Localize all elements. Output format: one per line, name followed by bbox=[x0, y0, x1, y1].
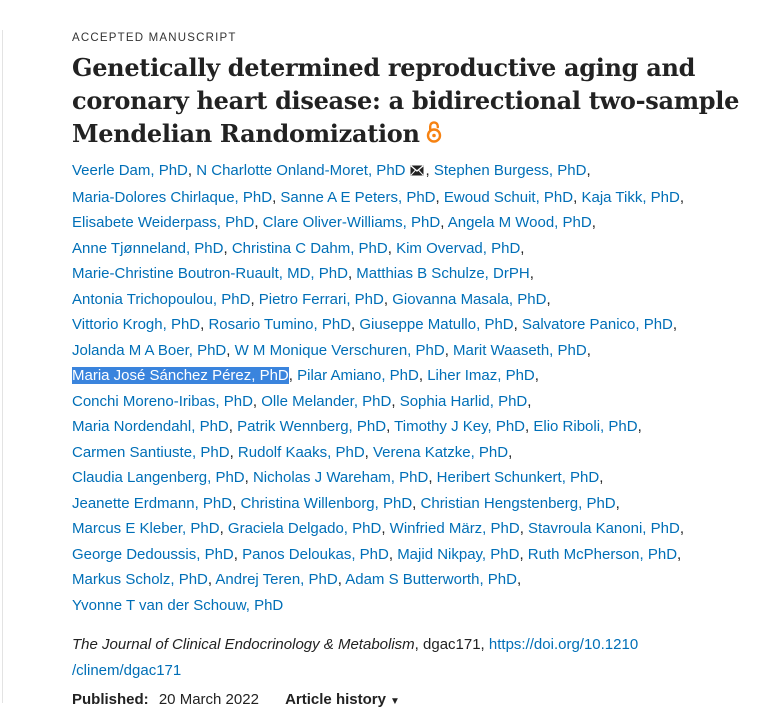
author-line bbox=[72, 389, 762, 415]
author-separator: , bbox=[347, 265, 357, 282]
author-separator: , bbox=[516, 571, 522, 588]
author-line bbox=[72, 440, 762, 466]
author-separator: , bbox=[679, 520, 684, 537]
author-separator: , bbox=[534, 367, 539, 384]
article-history-label[interactable]: Article history bbox=[285, 691, 386, 708]
author-line bbox=[72, 261, 762, 287]
article-title-line-2: coronary heart disease: a bidirectional two-sample bbox=[72, 86, 740, 115]
author-separator: , bbox=[351, 316, 360, 333]
author-line bbox=[72, 287, 762, 313]
author-separator: , bbox=[591, 214, 596, 231]
author-line bbox=[72, 338, 762, 364]
journal-name: The Journal of Clinical Endocrinology & Metabolism bbox=[72, 636, 415, 653]
author-separator: , bbox=[223, 239, 232, 257]
author-link[interactable]: W M Monique Verschuren, PhD bbox=[234, 341, 445, 359]
author-link[interactable]: Stavroula Kanoni, PhD bbox=[528, 520, 680, 537]
author-line bbox=[72, 210, 762, 236]
doi-link-part-2[interactable]: /clinem/dgac171 bbox=[72, 662, 182, 679]
manuscript-label: ACCEPTED MANUSCRIPT bbox=[72, 32, 237, 44]
article-header bbox=[72, 30, 762, 714]
author-link[interactable]: Carmen Santiuste, PhD bbox=[72, 443, 230, 461]
published-label: Published: bbox=[72, 691, 149, 708]
author-line bbox=[72, 363, 762, 389]
author-separator: , bbox=[586, 162, 591, 179]
author-separator: , bbox=[252, 392, 262, 410]
author-separator: , bbox=[435, 188, 444, 206]
author-separator: , bbox=[272, 188, 281, 206]
author-separator: , bbox=[679, 188, 685, 206]
article-title bbox=[72, 51, 762, 152]
author-separator: , bbox=[187, 162, 197, 179]
author-link[interactable]: Andrej Teren, PhD bbox=[215, 571, 338, 588]
author-line bbox=[72, 542, 762, 568]
author-link[interactable]: Jolanda M A Boer, PhD bbox=[72, 341, 227, 359]
author-separator: , bbox=[337, 571, 346, 588]
author-link[interactable]: Panos Deloukas, PhD bbox=[242, 545, 389, 563]
author-separator: , bbox=[418, 367, 428, 384]
author-separator: , bbox=[573, 188, 582, 206]
author-separator: , bbox=[387, 239, 397, 257]
author-link[interactable]: Timothy J Key, PhD bbox=[394, 418, 526, 435]
author-link[interactable]: Marit Waaseth, PhD bbox=[453, 341, 587, 359]
author-separator: , bbox=[425, 162, 434, 179]
author-line bbox=[72, 567, 762, 593]
author-separator: , bbox=[444, 341, 454, 359]
author-separator: , bbox=[519, 545, 528, 563]
author-line bbox=[72, 414, 762, 440]
author-link[interactable]: Adam S Butterworth, PhD bbox=[345, 571, 517, 588]
author-link[interactable]: Clare Oliver-Williams, PhD bbox=[262, 214, 441, 231]
author-separator: , bbox=[228, 418, 238, 435]
author-link[interactable]: Marie-Christine Boutron-Ruault, MD, PhD bbox=[72, 265, 348, 282]
author-link[interactable]: Maria-Dolores Chirlaque, PhD bbox=[72, 188, 273, 206]
author-line bbox=[72, 593, 762, 619]
author-separator: , bbox=[381, 520, 390, 537]
author-link[interactable]: Nicholas J Wareham, PhD bbox=[252, 469, 429, 486]
author-link[interactable]: Veerle Dam, PhD bbox=[72, 162, 188, 179]
author-link[interactable]: Yvonne T van der Schouw, PhD bbox=[72, 596, 284, 614]
author-line bbox=[72, 185, 762, 211]
author-line bbox=[72, 158, 762, 185]
article-history-toggle[interactable] bbox=[285, 691, 400, 708]
author-separator: , bbox=[383, 290, 393, 308]
author-separator: , bbox=[412, 494, 421, 512]
author-link[interactable]: Angela M Wood, PhD bbox=[447, 214, 592, 231]
publication-row bbox=[72, 688, 762, 714]
author-separator: , bbox=[529, 265, 534, 282]
citation bbox=[72, 632, 762, 684]
author-separator: , bbox=[288, 367, 298, 384]
article-title-line-3: Mendelian Randomization bbox=[72, 119, 420, 148]
envelope-icon[interactable] bbox=[410, 159, 424, 185]
author-link[interactable]: Elio Riboli, PhD bbox=[533, 418, 638, 435]
left-divider bbox=[2, 30, 3, 703]
author-link[interactable]: Salvatore Panico, PhD bbox=[521, 316, 673, 333]
author-link[interactable]: Kaja Tikk, PhD bbox=[581, 188, 680, 206]
author-separator: , bbox=[586, 341, 591, 359]
author-link[interactable]: Patrik Wennberg, PhD bbox=[237, 418, 387, 435]
author-link[interactable]: Kim Overvad, PhD bbox=[396, 239, 521, 257]
article-id: , dgac171, bbox=[414, 636, 489, 653]
author-link[interactable]: Liher Imaz, PhD bbox=[427, 367, 535, 384]
author-link[interactable]: Claudia Langenberg, PhD bbox=[72, 469, 245, 486]
author-line bbox=[72, 236, 762, 262]
author-link[interactable]: Antonia Trichopoulou, PhD bbox=[72, 290, 251, 308]
author-separator: , bbox=[508, 443, 513, 461]
author-link[interactable]: George Dedoussis, PhD bbox=[72, 545, 234, 563]
author-link[interactable]: Stephen Burgess, PhD bbox=[433, 162, 587, 179]
author-separator: , bbox=[388, 545, 398, 563]
author-link[interactable]: Sophia Harlid, PhD bbox=[399, 392, 528, 410]
author-link[interactable]: Christina Willenborg, PhD bbox=[240, 494, 413, 512]
author-separator: , bbox=[519, 520, 529, 537]
author-link[interactable]: Conchi Moreno-Iribas, PhD bbox=[72, 392, 253, 410]
author-link[interactable]: Majid Nikpay, PhD bbox=[397, 545, 520, 563]
author-separator: , bbox=[244, 469, 253, 486]
author-link[interactable]: Matthias B Schulze, DrPH bbox=[356, 265, 530, 282]
author-link[interactable]: Christina C Dahm, PhD bbox=[231, 239, 388, 257]
author-line bbox=[72, 491, 762, 517]
author-separator: , bbox=[637, 418, 642, 435]
author-separator: , bbox=[525, 418, 534, 435]
author-separator: , bbox=[428, 469, 437, 486]
author-link[interactable]: Christian Hengstenberg, PhD bbox=[420, 494, 616, 512]
author-separator: , bbox=[386, 418, 395, 435]
author-link[interactable]: Jeanette Erdmann, PhD bbox=[72, 494, 233, 512]
author-separator: , bbox=[599, 469, 604, 486]
author-list bbox=[72, 158, 762, 618]
author-separator: , bbox=[229, 443, 238, 461]
author-separator: , bbox=[364, 443, 373, 461]
author-separator: , bbox=[527, 392, 532, 410]
author-separator: , bbox=[520, 239, 525, 257]
author-link[interactable]: Winfried März, PhD bbox=[389, 520, 520, 537]
author-link[interactable]: Maria José Sánchez Pérez, PhD bbox=[72, 367, 289, 384]
author-line bbox=[72, 312, 762, 338]
author-separator: , bbox=[672, 316, 678, 333]
published-date: 20 March 2022 bbox=[158, 691, 259, 708]
author-link[interactable]: Rosario Tumino, PhD bbox=[208, 316, 352, 333]
author-separator: , bbox=[219, 520, 228, 537]
author-separator: , bbox=[513, 316, 522, 333]
author-separator: , bbox=[207, 571, 216, 588]
author-separator: , bbox=[232, 494, 241, 512]
author-link[interactable]: Elisabete Weiderpass, PhD bbox=[72, 214, 255, 231]
author-separator: , bbox=[226, 341, 235, 359]
author-link[interactable]: Olle Melander, PhD bbox=[261, 392, 392, 410]
author-separator: , bbox=[254, 214, 263, 231]
author-link[interactable]: Marcus E Kleber, PhD bbox=[72, 520, 220, 537]
author-separator: , bbox=[200, 316, 209, 333]
author-link[interactable]: Vittorio Krogh, PhD bbox=[72, 316, 201, 333]
author-separator: , bbox=[233, 545, 243, 563]
author-link[interactable]: Pilar Amiano, PhD bbox=[297, 367, 419, 384]
doi-link-part-1[interactable]: https://doi.org/10.1210 bbox=[488, 636, 639, 653]
author-link[interactable]: Ewoud Schuit, PhD bbox=[443, 188, 574, 206]
author-link[interactable]: Graciela Delgado, PhD bbox=[227, 520, 382, 537]
author-link[interactable]: Anne Tjønneland, PhD bbox=[72, 239, 224, 257]
author-link[interactable]: Markus Scholz, PhD bbox=[72, 571, 208, 588]
author-link[interactable]: N Charlotte Onland-Moret, PhD bbox=[196, 162, 406, 179]
author-link[interactable]: Rudolf Kaaks, PhD bbox=[237, 443, 365, 461]
author-separator: , bbox=[250, 290, 259, 308]
article-title-line-1: Genetically determined reproductive aging and bbox=[72, 53, 696, 82]
author-separator: , bbox=[546, 290, 551, 308]
author-link[interactable]: Pietro Ferrari, PhD bbox=[258, 290, 384, 308]
author-separator: , bbox=[615, 494, 620, 512]
author-separator: , bbox=[391, 392, 400, 410]
caret-down-icon[interactable]: ▼ bbox=[389, 696, 400, 707]
author-line bbox=[72, 516, 762, 542]
open-access-lock-icon bbox=[426, 119, 442, 152]
author-link[interactable]: Maria Nordendahl, PhD bbox=[72, 418, 229, 435]
author-link[interactable]: Giuseppe Matullo, PhD bbox=[359, 316, 514, 333]
author-link[interactable]: Verena Katzke, PhD bbox=[373, 443, 509, 461]
author-line bbox=[72, 465, 762, 491]
author-link[interactable]: Sanne A E Peters, PhD bbox=[280, 188, 436, 206]
author-separator: , bbox=[677, 545, 682, 563]
author-link[interactable]: Heribert Schunkert, PhD bbox=[436, 469, 600, 486]
author-separator: , bbox=[440, 214, 448, 231]
author-link[interactable]: Giovanna Masala, PhD bbox=[392, 290, 547, 308]
author-link[interactable]: Ruth McPherson, PhD bbox=[527, 545, 678, 563]
